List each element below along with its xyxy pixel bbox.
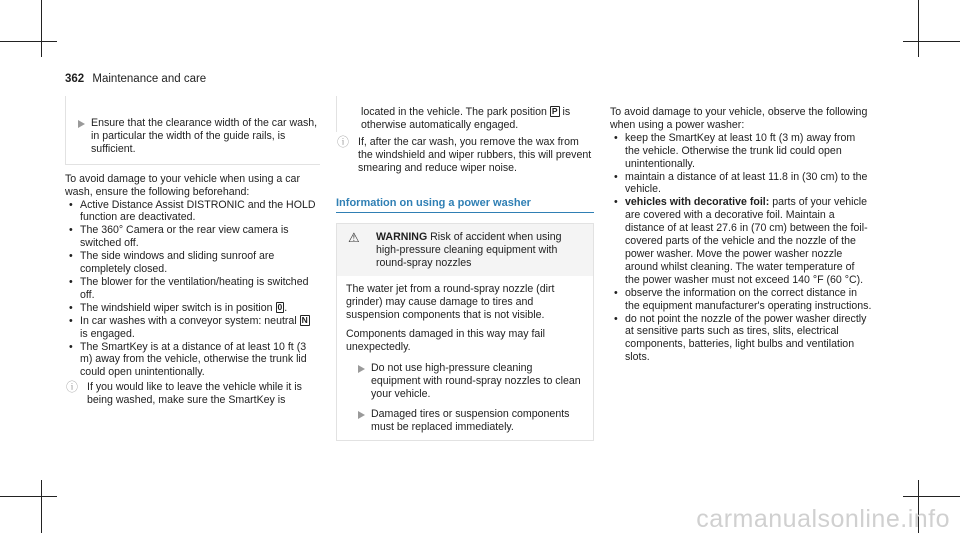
right-column — [610, 106, 872, 364]
intro-text: To avoid damage to your vehicle when using a car wash, ensure the following beforehand: — [65, 172, 300, 198]
list-item: • do not point the nozzle of the power washer directly at sensitive parts such as tires, slits, electrical components, batteries, light bulbs and ventilation slots. — [610, 313, 872, 365]
step-arrow-icon — [358, 365, 365, 373]
crop-mark — [903, 41, 960, 42]
intro-text: To avoid damage to your vehicle, observe the following when using a power washer: — [610, 106, 868, 131]
warning-body: The water jet from a round-spray nozzle (dirt grinder) may cause damage to tires and suspension components that is not visible. Components damaged in this way may fail unexpectedly. Do not use high-pressure cleaning equipment with round-spray nozzles to clean your vehicle. Damaged tires or suspension components must be replaced immediately. — [337, 276, 593, 440]
instruction-step: Damaged tires or suspension components must be replaced immediately. — [346, 408, 583, 434]
crop-mark — [918, 0, 919, 57]
crop-mark — [0, 496, 57, 497]
park-position-symbol: P — [551, 106, 558, 116]
warning-triangle-icon: ⚠ — [348, 230, 360, 246]
info-icon: ⓘ — [337, 134, 350, 149]
step-block — [65, 96, 320, 165]
instruction-step: Do not use high-pressure cleaning equipment with round-spray nozzles to clean your vehicle. — [346, 362, 583, 401]
info-icon: ⓘ — [66, 380, 79, 395]
list-item: • observe the information on the correct distance in the equipment manufacturer's operating instructions. — [610, 287, 872, 313]
list-item: • In car washes with a conveyor system: neutral N is engaged. — [65, 315, 320, 341]
list-item: • The 360° Camera or the rear view camera is switched off. — [65, 224, 320, 250]
note: ⓘ If you would like to leave the vehicle while it is being washed, make sure the SmartKey is — [66, 380, 302, 407]
list-item: • The blower for the ventilation/heating is switched off. — [65, 276, 320, 302]
list-item: • The SmartKey is at a distance of at least 10 ft (3 m) away from the vehicle, otherwise the trunk lid could open unintentionally. — [65, 341, 320, 380]
left-column — [65, 96, 320, 407]
list-item: • maintain a distance of at least 11.8 in (30 cm) to the vehicle. — [610, 171, 872, 197]
step-block-continued: located in the vehicle. The park position P is otherwise automatically engaged. — [336, 96, 594, 132]
crop-mark — [903, 496, 960, 497]
page-number: 362 — [65, 73, 85, 85]
watermark: carmanualsonline.info — [696, 505, 950, 533]
list-item: • keep the SmartKey at least 10 ft (3 m) away from the vehicle. Otherwise the trunk lid could open unintentionally. — [610, 132, 872, 171]
section-heading: Information on using a power washer — [336, 197, 594, 214]
step-arrow-icon — [358, 411, 365, 419]
crop-mark — [0, 41, 57, 42]
section-rule — [336, 212, 594, 213]
step-arrow-icon — [78, 120, 85, 128]
warning-header: ⚠ WARNING Risk of accident when using high-pressure cleaning equipment with round-spray nozzles — [337, 224, 593, 276]
crop-mark — [41, 480, 42, 533]
wiper-position-symbol: 0 — [277, 301, 283, 312]
list-item: • vehicles with decorative foil: parts of your vehicle are covered with a decorative foil. Maintain a distance of at least 27.6 in (70 cm) between the foil-covered parts of the vehicle and the nozzle of the power washer. Move the power washer nozzle around whilst cleaning. The water temperature of the power washer must not exceed 140 °F (60 °C). — [610, 196, 872, 286]
middle-column — [336, 96, 594, 441]
page-header — [65, 73, 206, 85]
neutral-gear-symbol: N — [301, 314, 308, 325]
page-title: Maintenance and care — [92, 73, 207, 85]
warning-box — [336, 223, 594, 441]
instruction-step: Ensure that the clearance width of the car wash, in particular the width of the guide rails, is sufficient. — [66, 117, 320, 156]
list-item: • The windshield wiper switch is in position 0 . — [65, 302, 320, 315]
list-item: • The side windows and sliding sunroof are completely closed. — [65, 250, 320, 276]
note: ⓘ If, after the car wash, you remove the wax from the windshield and wiper rubbers, this will prevent smearing and reduce wiper noise. — [337, 134, 592, 174]
crop-mark — [41, 0, 42, 57]
list-item: • Active Distance Assist DISTRONIC and the HOLD function are deactivated. — [65, 199, 320, 225]
